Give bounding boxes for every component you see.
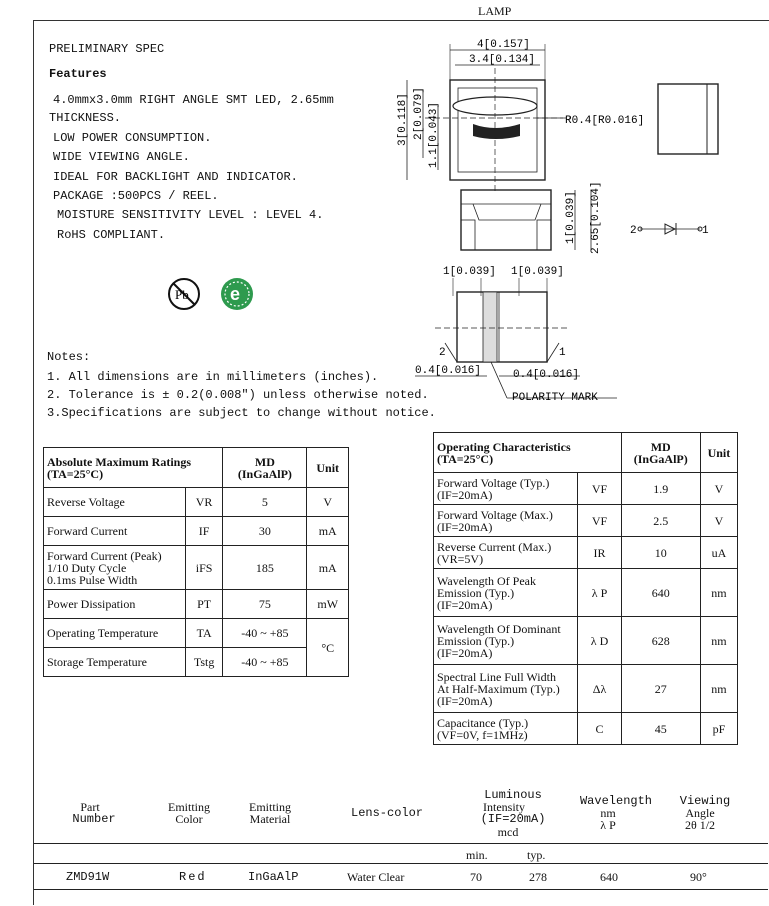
feature-line: RoHS COMPLIANT. [57,228,166,242]
note-item: 1. All dimensions are in millimeters (inches). [47,370,379,384]
unit-cell: V [307,488,349,517]
param-cell [434,617,578,665]
feature-line: THICKNESS. [49,111,122,125]
symbol-cell: IF [185,517,222,546]
param-line: (VR=5V) [437,551,484,566]
symbol-cell: VR [185,488,222,517]
feature-line: MOISTURE SENSITIVITY LEVEL : LEVEL 4. [57,208,324,222]
table-row [434,713,738,745]
table-row [44,590,349,619]
header-part: Number [72,812,116,826]
table-row [434,473,738,505]
unit-cell: uA [700,537,737,569]
table-row [44,488,349,517]
symbol-cell: TA [185,619,222,648]
unit-cell: mA [307,517,349,546]
dim-left-3: 1.1[0.043] [428,101,440,168]
op-char-table [433,432,738,745]
abs-max-header [44,448,223,488]
op-char-header [434,433,622,473]
param-line: Emission (Typ.) [437,633,515,648]
value-cell: 45 [621,713,700,745]
dim-left-1: 3[0.118] [397,93,409,146]
header-material: Material [249,812,291,826]
pb-free-icon [169,279,199,309]
dim-top-inner: 3.4[0.134] [469,54,536,66]
unit-cell: nm [700,569,737,617]
compliance-logos [164,276,264,312]
material-label: (InGaAlP) [633,451,688,466]
param-line: Capacitance (Typ.) [437,715,529,730]
abs-max-unit-header: Unit [307,448,349,488]
dim-bottom-left: 1[0.039] [443,266,496,278]
package-drawing [395,28,769,408]
symbol-pin-1: 1 [702,225,709,237]
param-line: 0.1ms Pulse Width [47,572,138,587]
chip-mark [473,124,520,139]
header-viewing: Angle [685,806,715,820]
page-title: LAMP [478,4,512,18]
pb-logo-text: Pb [175,287,189,302]
table-row [434,537,738,569]
dim-left-2: 2[0.079] [413,87,425,140]
param-line: Wavelength Of Peak [437,573,536,588]
unit-cell: V [700,505,737,537]
md-label: MD [254,454,275,469]
abs-max-cond: (TA=25°C) [47,466,104,481]
param-line: (VF=0V, f=1MHz) [437,727,528,742]
param-line: (IF=20mA) [437,597,493,612]
unit-cell: V [700,473,737,505]
param-cell [434,505,578,537]
param-cell: Operating Temperature [44,619,186,648]
header-luminous: mcd [497,825,519,839]
symbol-cell: IR [578,537,621,569]
e-mark-icon [221,278,253,310]
param-line: Reverse Current (Max.) [437,539,552,554]
value-cell: 5 [223,488,307,517]
angle-cell: 90° [690,870,707,884]
op-char-title: Operating Characteristics [437,439,571,454]
symbol-pin-2: 2 [630,225,637,237]
divider [34,889,768,890]
symbol-cell: Δλ [578,665,621,713]
value-cell: 27 [621,665,700,713]
param-cell: Forward Current [44,517,186,546]
table-row [44,648,349,677]
pin-1-label: 1 [559,347,566,359]
header-material: Emitting [249,800,291,814]
symbol-cell: PT [185,590,222,619]
symbol-cell: λ P [578,569,621,617]
header-min: min. [466,848,488,862]
e-logo-text: e [230,284,241,304]
table-row [44,619,349,648]
header-viewing: 2θ 1/2 [684,818,716,832]
abs-max-title: Absolute Maximum Ratings [47,454,192,469]
param-cell [434,713,578,745]
material-cell: InGaAlP [248,870,299,884]
param-cell: Reverse Voltage [44,488,186,517]
param-line: Forward Current (Peak) [47,548,162,563]
param-cell [434,537,578,569]
header-color: Emitting [168,800,210,814]
value-cell: 628 [621,617,700,665]
feature-line: IDEAL FOR BACKLIGHT AND INDICATOR. [53,170,298,184]
param-line: Forward Voltage (Typ.) [437,475,550,490]
dim-pad-right: 0.4[0.016] [513,369,580,381]
param-line: (IF=20mA) [437,645,493,660]
header-luminous: (IF=20mA) [480,812,546,826]
header-wavelength: nm [600,806,616,820]
unit-cell: pF [700,713,737,745]
op-char-unit-header: Unit [700,433,737,473]
op-char-cond: (TA=25°C) [437,451,494,466]
value-cell: 2.5 [621,505,700,537]
pin-2-label: 2 [439,347,446,359]
table-row [434,665,738,713]
header-luminous: Intensity [483,800,525,814]
param-line: Emission (Typ.) [437,585,515,600]
param-line: Forward Voltage (Max.) [437,507,553,522]
dim-radius: R0.4[R0.016] [565,115,645,127]
value-cell: -40 ~ +85 [223,648,307,677]
symbol-cell: Tstg [185,648,222,677]
param-line: (IF=20mA) [437,693,493,708]
table-row [434,617,738,665]
param-line: Spectral Line Full Width [437,669,556,684]
abs-max-md-header [223,448,307,488]
dim-pad-left: 0.4[0.016] [415,365,482,377]
dim-bottom-right: 1[0.039] [511,266,564,278]
min-cell: 70 [470,870,482,884]
unit-cell: nm [700,617,737,665]
header-part: Part [80,800,100,814]
note-item: 3.Specifications are subject to change without notice. [47,406,436,420]
param-cell: Power Dissipation [44,590,186,619]
notes-title: Notes: [47,350,91,364]
symbol-cell: C [578,713,621,745]
typ-cell: 278 [529,870,547,884]
dim-top-outer: 4[0.157] [477,39,530,51]
table-row [44,517,349,546]
feature-line: WIDE VIEWING ANGLE. [53,150,190,164]
unit-cell: nm [700,665,737,713]
unit-cell: mW [307,590,349,619]
abs-max-table [43,447,349,677]
param-cell [434,473,578,505]
param-cell: Storage Temperature [44,648,186,677]
header-color: Color [175,812,203,826]
value-cell: 10 [621,537,700,569]
header-wavelength: λ P [600,818,616,832]
divider [34,843,768,844]
material-label: (InGaAlP) [237,466,292,481]
feature-line: PACKAGE :500PCS / REEL. [53,189,219,203]
feature-line: LOW POWER CONSUMPTION. [53,131,212,145]
table-row [434,505,738,537]
header-lens: Lens-color [351,806,424,820]
param-line: 1/10 Duty Cycle [47,560,127,575]
symbol-cell: VF [578,473,621,505]
header-viewing: Viewing [679,794,731,808]
lens-cell: Water Clear [347,870,405,884]
param-line: At Half-Maximum (Typ.) [437,681,560,696]
value-cell: 75 [223,590,307,619]
part-number-cell: ZMD91W [66,870,110,884]
op-char-md-header [621,433,700,473]
unit-cell: mA [307,546,349,590]
header-wavelength: Wavelength [579,794,652,808]
symbol-cell: λ D [578,617,621,665]
table-row [44,546,349,590]
param-line: Wavelength Of Dominant [437,621,561,636]
note-item: 2. Tolerance is ± 0.2(0.008") unless otherwise noted. [47,388,429,402]
features-title: Features [49,67,107,81]
value-cell: -40 ~ +85 [223,619,307,648]
divider [34,863,768,864]
value-cell: 640 [621,569,700,617]
md-label: MD [650,439,671,454]
param-cell [44,546,186,590]
value-cell: 30 [223,517,307,546]
header-typ: typ. [527,848,546,862]
table-row [434,569,738,617]
dim-side-1: 1[0.039] [565,191,577,244]
temp-unit-cell: °C [307,619,349,677]
polarity-band [483,292,497,362]
symbol-cell: iFS [185,546,222,590]
param-cell [434,569,578,617]
color-cell: Red [179,870,207,884]
value-cell: 185 [223,546,307,590]
polarity-mark-label: POLARITY MARK [512,392,598,404]
diode-symbol-icon [638,223,702,235]
symbol-cell: VF [578,505,621,537]
wavelength-cell: 640 [600,870,618,884]
feature-line: 4.0mmx3.0mm RIGHT ANGLE SMT LED, 2.65mm [53,93,334,107]
value-cell: 1.9 [621,473,700,505]
side-view-body [658,84,718,154]
param-cell [434,665,578,713]
param-line: (IF=20mA) [437,487,493,502]
bottom-view-body [457,292,547,362]
preliminary-spec: PRELIMINARY SPEC [49,42,165,56]
dim-side-2: 2.65[0.104] [590,181,602,254]
header-luminous: Luminous [484,788,542,802]
param-line: (IF=20mA) [437,519,493,534]
